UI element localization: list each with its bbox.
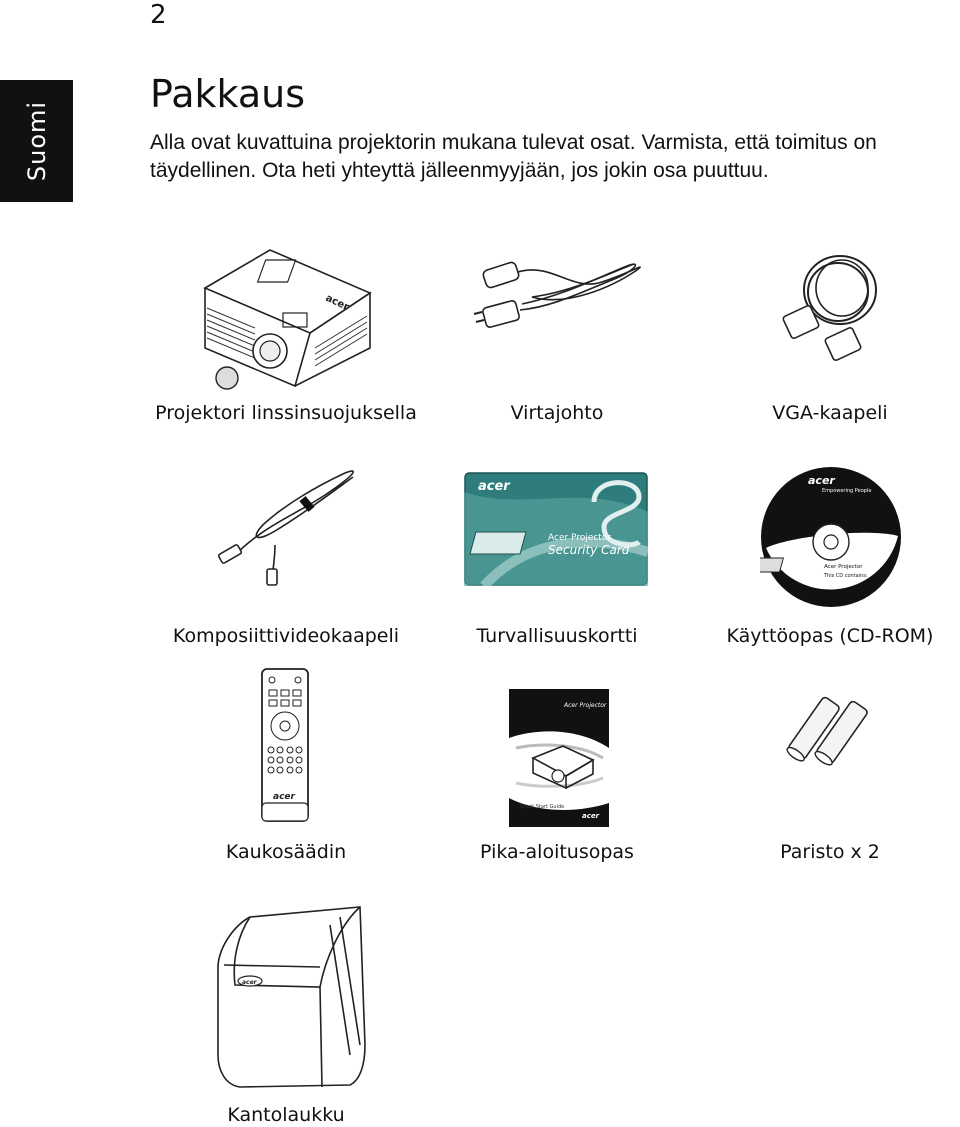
page-number: 2 [150,0,167,30]
card-line2: Security Card [548,543,630,557]
cd-product-text: Acer Projector [824,564,863,570]
remote-control-icon [260,668,310,823]
page-title: Pakkaus [150,72,306,116]
caption-security-card: Turvallisuuskortti [476,625,638,647]
batteries-icon [786,688,874,768]
quick-start-guide-illustration [508,688,610,828]
cd-rom-illustration [760,466,902,608]
power-cord-illustration [472,252,647,337]
caption-carrying-bag: Kantolaukku [227,1104,345,1126]
composite-cable-illustration [215,465,360,587]
caption-batteries: Paristo x 2 [780,841,880,863]
caption-vga-cable: VGA-kaapeli [772,402,888,424]
projector-icon [195,248,380,398]
power-cord-icon [472,252,647,337]
guide-brand-text: acer [582,812,600,820]
intro-paragraph: Alla ovat kuvattuina projektorin mukana tulevat osat. Varmista, että toimitus on täydellinen. Ota heti yhteyttä jälleenmyyjään, jos jokin osa puuttuu. [150,131,877,182]
remote-control-illustration [260,668,310,823]
composite-cable-icon [215,465,360,587]
caption-composite-cable: Komposiittivideokaapeli [172,625,400,647]
carrying-bag-illustration [210,905,370,1090]
caption-power-cord: Virtajohto [510,402,604,424]
caption-projector: Projektori linssinsuojuksella [155,402,417,424]
caption-quick-start-guide: Pika-aloitusopas [480,841,634,863]
security-card-illustration [464,472,648,586]
guide-footer-text: Quick Start Guide [520,804,565,810]
caption-remote-control: Kaukosäädin [225,841,347,863]
cd-rom-icon [760,466,902,608]
projector-brand-text: acer [323,292,351,314]
vga-cable-icon [778,250,880,362]
cd-tagline: Empowering People [822,488,872,494]
cd-contains-text: This CD contains: [824,573,868,579]
cd-brand-text: acer [808,474,835,487]
card-brand-text: acer [478,479,510,494]
card-line1: Acer Projector [548,533,612,543]
guide-header-text: Acer Projector [564,702,607,709]
batteries-illustration [786,688,874,768]
carrying-bag-icon [210,905,370,1090]
language-tab-label: Suomi [22,100,51,182]
language-tab [0,80,73,202]
security-card-icon [464,472,648,586]
caption-cd-rom: Käyttöopas (CD-ROM) [726,625,934,647]
vga-cable-illustration [778,250,880,362]
projector-illustration [195,248,380,398]
quick-start-guide-icon [508,688,610,828]
remote-brand-text: acer [273,792,295,802]
bag-brand-text: acer [242,979,257,986]
